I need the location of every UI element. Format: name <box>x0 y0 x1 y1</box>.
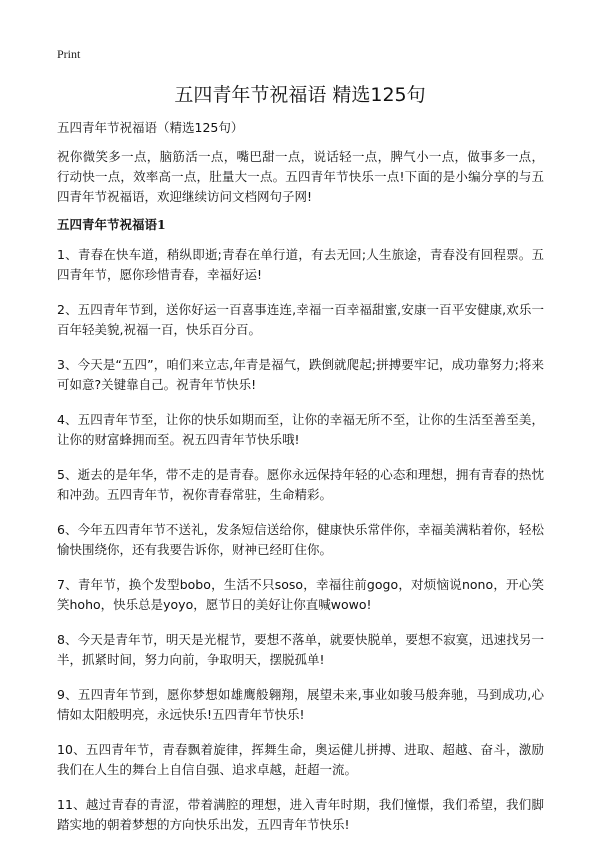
page-title: 五四青年节祝福语 精选125句 <box>174 84 426 106</box>
list-item: 7、青年节，换个发型bobo，生活不只soso，幸福往前gogo，对烦恼说nono，开心笑笑hoho，快乐总是yoyo，愿节日的美好让你直喊wowo! <box>57 577 544 612</box>
list-item: 6、今年五四青年节不送礼，发条短信送给你，健康快乐常伴你，幸福美满粘着你，轻松愉快围绕你，还有我要告诉你，财神已经盯住你。 <box>57 522 544 557</box>
document-body <box>57 118 544 850</box>
print-link[interactable]: Print <box>57 47 81 61</box>
list-item: 10、五四青年节，青春飘着旋律，挥舞生命，奥运健儿拼搏、进取、超越、奋斗，激励我们在人生的舞台上自信自强、追求卓越，赶超一流。 <box>57 742 544 777</box>
list-item: 5、逝去的是年华，带不走的是青春。愿你永远保持年轻的心态和理想，拥有青春的热忱和冲劲。五四青年节，祝你青春常驻，生命精彩。 <box>57 467 544 502</box>
intro-paragraph: 祝你微笑多一点，脑筋活一点，嘴巴甜一点，说话轻一点，脾气小一点，做事多一点，行动快一点，效率高一点，肚量大一点。五四青年节快乐一点!下面的是小编分享的与五四青年节祝福语，欢迎继续访问文档网句子网! <box>57 149 544 204</box>
list-item: 1、青春在快车道，稍纵即逝;青春在单行道，有去无回;人生旅途，青春没有回程票。五四青年节，愿你珍惜青春，幸福好运! <box>57 247 544 282</box>
list-item: 3、今天是“五四”，咱们来立志,年青是福气，跌倒就爬起;拼搏要牢记，成功靠努力;将来可如意?关键靠自己。祝青年节快乐! <box>57 357 544 392</box>
list-item: 9、五四青年节到，愿你梦想如雄鹰般翱翔，展望未来,事业如骏马般奔驰，马到成功,心情如太阳般明亮，永远快乐!五四青年节快乐! <box>57 687 544 722</box>
list-item: 11、越过青春的青涩，带着满腔的理想，进入青年时期，我们憧憬，我们希望，我们脚踏实地的朝着梦想的方向快乐出发，五四青年节快乐! <box>57 797 544 832</box>
section-heading: 五四青年节祝福语1 <box>57 217 166 232</box>
list-item: 4、五四青年节至，让你的快乐如期而至，让你的幸福无所不至，让你的生活至善至美，让你的财富蜂拥而至。祝五四青年节快乐哦! <box>57 412 544 447</box>
document-subtitle: 五四青年节祝福语（精选125句） <box>57 120 244 135</box>
list-item: 2、五四青年节到，送你好运一百喜事连连,幸福一百幸福甜蜜,安康一百平安健康,欢乐一百年轻美貌,祝福一百，快乐百分百。 <box>57 302 544 337</box>
list-item: 8、今天是青年节，明天是光棍节，要想不落单，就要快脱单，要想不寂寞，迅速找另一半，抓紧时间，努力向前，争取明天，摆脱孤单! <box>57 632 544 667</box>
